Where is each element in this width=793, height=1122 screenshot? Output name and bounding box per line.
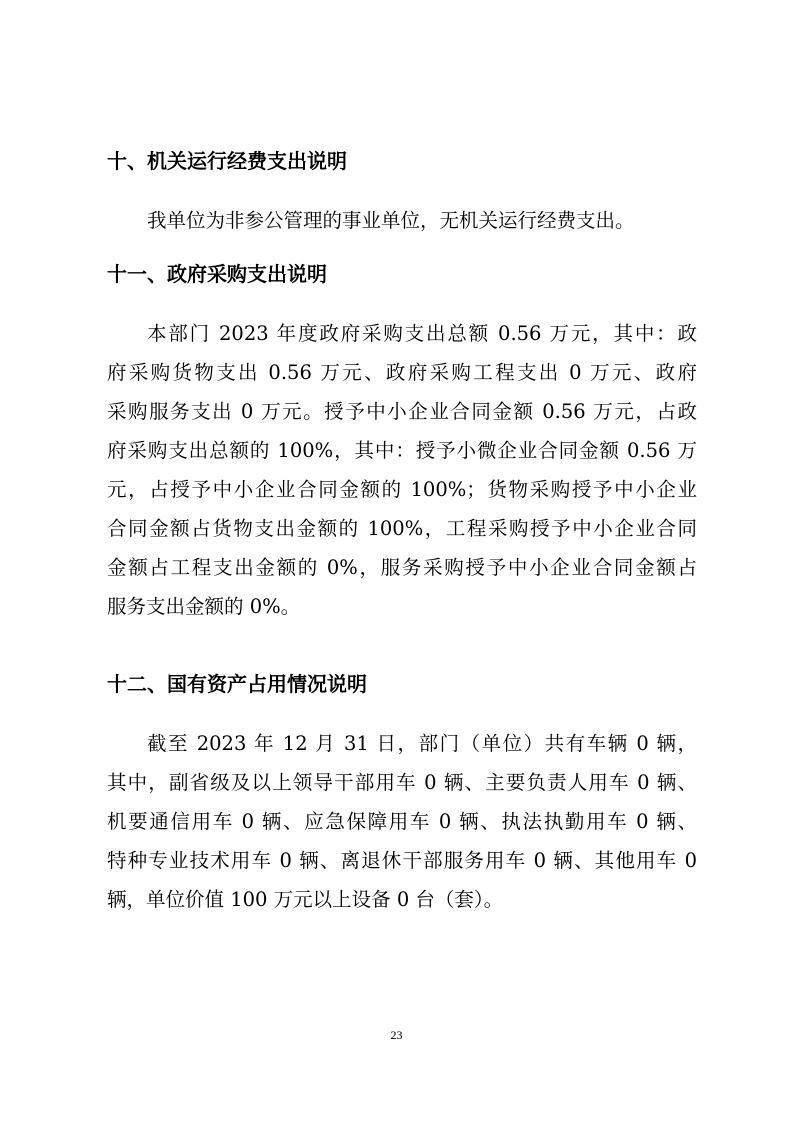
section-heading-10: 十、机关运行经费支出说明 (107, 149, 347, 173)
paragraph-line: 截至 2023 年 12 月 31 日，部门（单位）共有车辆 0 辆， (147, 732, 697, 755)
paragraph-line: 机要通信用车 0 辆、应急保障用车 0 辆、执法执勤用车 0 辆、 (107, 810, 697, 833)
paragraph-line: 府采购支出总额的 100%，其中：授予小微企业合同金额 0.56 万 (107, 439, 697, 462)
paragraph-line: 采购服务支出 0 万元。授予中小企业合同金额 0.56 万元，占政 (107, 400, 697, 423)
paragraph-line: 其中，副省级及以上领导干部用车 0 辆、主要负责人用车 0 辆、 (107, 771, 697, 794)
section-paragraph-11 (107, 314, 697, 626)
paragraph-line: 服务支出金额的 0%。 (107, 595, 301, 618)
paragraph-line: 府采购货物支出 0.56 万元、政府采购工程支出 0 万元、政府 (107, 361, 697, 384)
paragraph-line: 特种专业技术用车 0 辆、离退休干部服务用车 0 辆、其他用车 0 (107, 849, 697, 872)
section-paragraph-12 (107, 724, 697, 919)
section-paragraph-10 (107, 201, 697, 240)
section-heading-12: 十二、国有资产占用情况说明 (107, 672, 367, 696)
paragraph-line: 合同金额占货物支出金额的 100%，工程采购授予中小企业合同 (107, 517, 697, 540)
paragraph-line: 元，占授予中小企业合同金额的 100%；货物采购授予中小企业 (107, 478, 697, 501)
paragraph-line: 金额占工程支出金额的 0%，服务采购授予中小企业合同金额占 (107, 556, 697, 579)
paragraph-line: 本部门 2023 年度政府采购支出总额 0.56 万元，其中：政 (147, 322, 697, 345)
section-heading-11: 十一、政府采购支出说明 (107, 262, 327, 286)
paragraph-line: 辆，单位价值 100 万元以上设备 0 台（套）。 (107, 888, 504, 911)
page-number: 23 (390, 1028, 403, 1042)
paragraph-line: 我单位为非参公管理的事业单位，无机关运行经费支出。 (147, 209, 635, 232)
